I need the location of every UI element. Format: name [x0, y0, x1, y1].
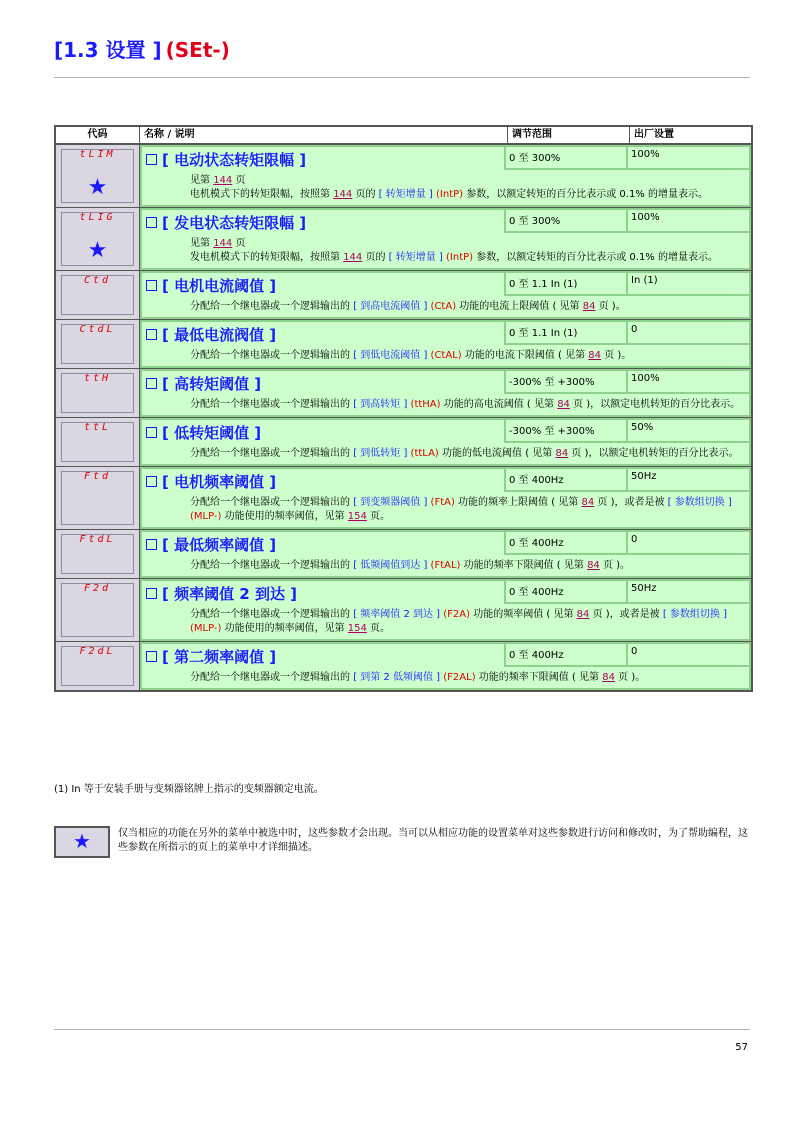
param-code-ref: (MLP-) [190, 511, 222, 522]
description-text: 电机模式下的转矩限幅，按照第 [190, 189, 334, 200]
param-description [140, 233, 751, 270]
param-code-cell [56, 467, 140, 529]
description-text: 分配给一个继电器或一个逻辑输出的 [190, 448, 354, 459]
checkbox-icon [146, 280, 157, 291]
param-code-cell [56, 642, 140, 690]
description-text: 页 )。 [601, 350, 632, 361]
checkbox-icon [146, 378, 157, 389]
page-title [54, 34, 230, 63]
page-link[interactable]: 84 [602, 672, 615, 683]
param-name-text: [ 电机电流阈值 ] [162, 277, 277, 295]
table-row [56, 642, 751, 690]
description-line [190, 671, 741, 685]
table-header [56, 127, 751, 145]
param-code: tLIM [79, 149, 116, 160]
description-line [190, 237, 741, 251]
description-text: 见第 [190, 238, 214, 249]
param-name [146, 326, 276, 344]
description-text: 页。 [366, 511, 391, 522]
param-detail [140, 579, 751, 641]
checkbox-icon [146, 539, 157, 550]
param-name [146, 473, 276, 491]
table-row [56, 320, 751, 369]
param-range: 0 至 300% [506, 210, 628, 233]
param-description [140, 492, 751, 529]
param-range: 0 至 300% [506, 147, 628, 170]
description-text: 功能的频率下限阈值 ( 见第 [460, 560, 588, 571]
param-code-ref: (F2AL) [443, 672, 476, 683]
param-code-ref: (ttLA) [410, 448, 439, 459]
param-name [146, 151, 306, 169]
page-link[interactable]: 144 [343, 252, 363, 263]
description-text: 功能的高电流阈值 ( 见第 [440, 399, 558, 410]
param-code: F2d [83, 583, 112, 594]
param-description [140, 555, 751, 578]
param-description [140, 296, 751, 319]
param-reference: [ 参数组切换 ] [662, 609, 727, 620]
checkbox-icon [146, 329, 157, 340]
table-row [56, 369, 751, 418]
param-code-ref: (IntP) [436, 189, 464, 200]
description-text: 页 )，以额定电机转矩的百分比表示。 [569, 399, 741, 410]
param-range: 0 至 1.1 In (1) [506, 273, 628, 296]
star-icon: ★ [73, 829, 91, 853]
description-text: 页 )，或者是被 [594, 497, 668, 508]
description-text: 分配给一个继电器或一个逻辑输出的 [190, 609, 354, 620]
description-line [190, 398, 741, 412]
param-default: In (1) [628, 273, 749, 296]
param-default: 50% [628, 420, 749, 443]
description-text: 功能的频率上限阈值 ( 见第 [454, 497, 582, 508]
description-text: 页 )。 [614, 672, 646, 683]
page-link[interactable]: 144 [213, 238, 233, 249]
page-link[interactable]: 84 [557, 399, 570, 410]
page-link[interactable]: 144 [213, 175, 233, 186]
param-detail [140, 369, 751, 417]
param-default: 100% [628, 147, 749, 170]
description-text: 分配给一个继电器或一个逻辑输出的 [190, 672, 354, 683]
param-name-text: [ 高转矩阈值 ] [162, 375, 262, 393]
param-code-cell [56, 208, 140, 270]
param-name-text: [ 最低频率阈值 ] [162, 536, 277, 554]
page-link[interactable]: 84 [576, 609, 590, 620]
checkbox-icon [146, 217, 157, 228]
param-code-ref: (CtA) [430, 301, 457, 312]
param-name [146, 424, 261, 442]
description-line [190, 559, 741, 573]
description-text: 页 )，以额定电机转矩的百分比表示。 [568, 448, 739, 459]
description-text: 分配给一个继电器或一个逻辑输出的 [190, 560, 354, 571]
checkbox-icon [146, 476, 157, 487]
description-text: 功能的低电流阈值 ( 见第 [438, 448, 556, 459]
table-row [56, 271, 751, 320]
header-name: 名称 / 说明 [140, 127, 508, 143]
param-code-cell [56, 579, 140, 641]
legend-star-box [54, 826, 110, 858]
param-detail [140, 271, 751, 319]
description-line [190, 188, 741, 202]
description-line [190, 349, 741, 363]
description-text: 功能的频率下限阈值 ( 见第 [475, 672, 603, 683]
param-range: 0 至 400Hz [506, 644, 628, 667]
title-main: [1.3 设置 ] [54, 38, 162, 62]
param-default: 100% [628, 210, 749, 233]
description-line [190, 608, 741, 636]
param-default: 0 [628, 322, 749, 345]
param-reference: [ 到第 2 低频阈值 ] [353, 672, 441, 683]
param-reference: [ 频率阈值 2 到达 ] [353, 609, 441, 620]
description-line [190, 496, 741, 524]
page-link[interactable]: 154 [347, 623, 367, 634]
param-default: 50Hz [628, 581, 749, 604]
footnote: (1) In 等于安装手册与变频器铭牌上指示的变频器额定电流。 [54, 784, 324, 795]
param-reference: [ 到低转矩 ] [353, 448, 408, 459]
param-code-cell [56, 418, 140, 466]
param-description [140, 604, 751, 641]
table-row [56, 530, 751, 579]
table-body [56, 145, 751, 690]
description-text: 分配给一个继电器或一个逻辑输出的 [190, 497, 354, 508]
param-reference: [ 转矩增量 ] [378, 189, 433, 200]
param-name [146, 585, 297, 603]
param-code-ref: (F2A) [443, 609, 471, 620]
param-detail [140, 642, 751, 690]
description-text: 页的 [352, 189, 379, 200]
param-range: 0 至 1.1 In (1) [506, 322, 628, 345]
param-code: F2dL [79, 646, 116, 657]
param-default: 100% [628, 371, 749, 394]
param-range: 0 至 400Hz [506, 581, 628, 604]
header-code: 代码 [56, 127, 140, 143]
table-row [56, 208, 751, 271]
param-code: Ctd [83, 275, 112, 286]
param-description [140, 345, 751, 368]
description-text: 页 )。 [599, 560, 631, 571]
parameter-table [54, 125, 753, 692]
param-description [140, 443, 751, 466]
star-icon: ★ [87, 175, 108, 200]
param-reference: [ 到高电流阈值 ] [353, 301, 428, 312]
description-text: 功能使用的频率阈值，见第 [221, 623, 348, 634]
param-name [146, 214, 306, 232]
description-text: 页。 [366, 623, 391, 634]
header-range: 调节范围 [508, 127, 630, 143]
page-number: 57 [735, 1042, 748, 1053]
description-text: 功能使用的频率阈值，见第 [221, 511, 348, 522]
param-code: Ftd [83, 471, 112, 482]
description-text: 发电机模式下的转矩限幅，按照第 [190, 252, 344, 263]
param-reference: [ 到变频器阈值 ] [353, 497, 428, 508]
description-text: 参数，以额定转矩的百分比表示或 0.1% 的增量表示。 [473, 252, 718, 263]
param-description [140, 667, 751, 690]
description-line [190, 300, 741, 314]
param-code-ref: (FtAL) [430, 560, 461, 571]
param-default: 50Hz [628, 469, 749, 492]
param-detail [140, 208, 751, 270]
description-text: 功能的电流上限阈值 ( 见第 [456, 301, 583, 312]
param-name-text: [ 低转矩阈值 ] [162, 424, 262, 442]
param-name [146, 536, 276, 554]
param-detail [140, 320, 751, 368]
param-range: -300% 至 +300% [506, 420, 628, 443]
param-code: ttL [83, 422, 112, 433]
page-link[interactable]: 144 [333, 189, 353, 200]
param-range: -300% 至 +300% [506, 371, 628, 394]
param-detail [140, 530, 751, 578]
description-text: 页 )，或者是被 [589, 609, 663, 620]
description-text: 页 [232, 238, 246, 249]
description-line [190, 174, 741, 188]
page-link[interactable]: 154 [347, 511, 367, 522]
param-detail [140, 418, 751, 466]
param-description [140, 394, 751, 417]
param-name-text: [ 频率阈值 2 到达 ] [162, 585, 298, 603]
param-code-cell [56, 320, 140, 368]
param-name-text: [ 最低电流阀值 ] [162, 326, 277, 344]
param-name-text: [ 第二频率阈值 ] [162, 648, 277, 666]
param-code-ref: (MLP-) [190, 623, 222, 634]
param-code: CtdL [79, 324, 116, 335]
param-code-cell [56, 145, 140, 207]
param-name-text: [ 电机频率阈值 ] [162, 473, 277, 491]
checkbox-icon [146, 651, 157, 662]
param-code-cell [56, 369, 140, 417]
description-text: 页的 [362, 252, 389, 263]
table-row [56, 418, 751, 467]
param-code-cell [56, 530, 140, 578]
param-reference: [ 参数组切换 ] [667, 497, 732, 508]
param-reference: [ 低频阈值到达 ] [353, 560, 428, 571]
param-name-text: [ 发电状态转矩限幅 ] [162, 214, 307, 232]
param-name [146, 375, 261, 393]
legend-text: 仅当相应的功能在另外的菜单中被选中时，这些参数才会出现。当可以从相应功能的设置菜单对这些参数进行访问和修改时，为了帮助编程，这些参数在所指示的页上的菜单中才详细描述。 [118, 828, 748, 853]
param-default: 0 [628, 532, 749, 555]
page-link[interactable]: 84 [587, 560, 600, 571]
description-text: 分配给一个继电器或一个逻辑输出的 [190, 350, 354, 361]
table-row [56, 145, 751, 208]
description-text: 页 [232, 175, 246, 186]
page-link[interactable]: 84 [588, 350, 602, 361]
param-detail [140, 467, 751, 529]
top-divider [54, 77, 750, 78]
param-code-ref: (IntP) [446, 252, 474, 263]
param-reference: [ 到高转矩 ] [353, 399, 408, 410]
description-text: 分配给一个继电器或一个逻辑输出的 [190, 301, 354, 312]
header-default: 出厂设置 [634, 129, 674, 140]
description-text: 页 )。 [595, 301, 626, 312]
table-row [56, 467, 751, 530]
param-code-ref: (ttHA) [410, 399, 441, 410]
checkbox-icon [146, 427, 157, 438]
param-name-text: [ 电动状态转矩限幅 ] [162, 151, 307, 169]
param-name [146, 277, 276, 295]
param-code-cell [56, 271, 140, 319]
param-code: FtdL [79, 534, 116, 545]
param-reference: [ 到低电流阈值 ] [353, 350, 428, 361]
param-range: 0 至 400Hz [506, 532, 628, 555]
description-text: 参数，以额定转矩的百分比表示或 0.1% 的增量表示。 [463, 189, 708, 200]
table-row [56, 579, 751, 642]
param-default: 0 [628, 644, 749, 667]
param-detail [140, 145, 751, 207]
bottom-divider [54, 1029, 750, 1030]
param-code: tLIG [79, 212, 116, 223]
title-code: (SEt-) [165, 38, 230, 62]
param-range: 0 至 400Hz [506, 469, 628, 492]
description-text: 功能的频率阈值 ( 见第 [470, 609, 577, 620]
param-code-ref: (CtAL) [430, 350, 462, 361]
page-link[interactable]: 84 [582, 301, 596, 312]
param-name [146, 648, 276, 666]
checkbox-icon [146, 588, 157, 599]
star-icon: ★ [87, 238, 108, 263]
page-link[interactable]: 84 [555, 448, 569, 459]
description-text: 见第 [190, 175, 214, 186]
checkbox-icon [146, 154, 157, 165]
description-line [190, 251, 741, 265]
param-description [140, 170, 751, 207]
param-code-ref: (FtA) [430, 497, 455, 508]
param-code: ttH [83, 373, 112, 384]
description-text: 功能的电流下限阈值 ( 见第 [461, 350, 589, 361]
description-line [190, 447, 741, 461]
page-link[interactable]: 84 [581, 497, 595, 508]
param-reference: [ 转矩增量 ] [388, 252, 443, 263]
description-text: 分配给一个继电器或一个逻辑输出的 [190, 399, 354, 410]
